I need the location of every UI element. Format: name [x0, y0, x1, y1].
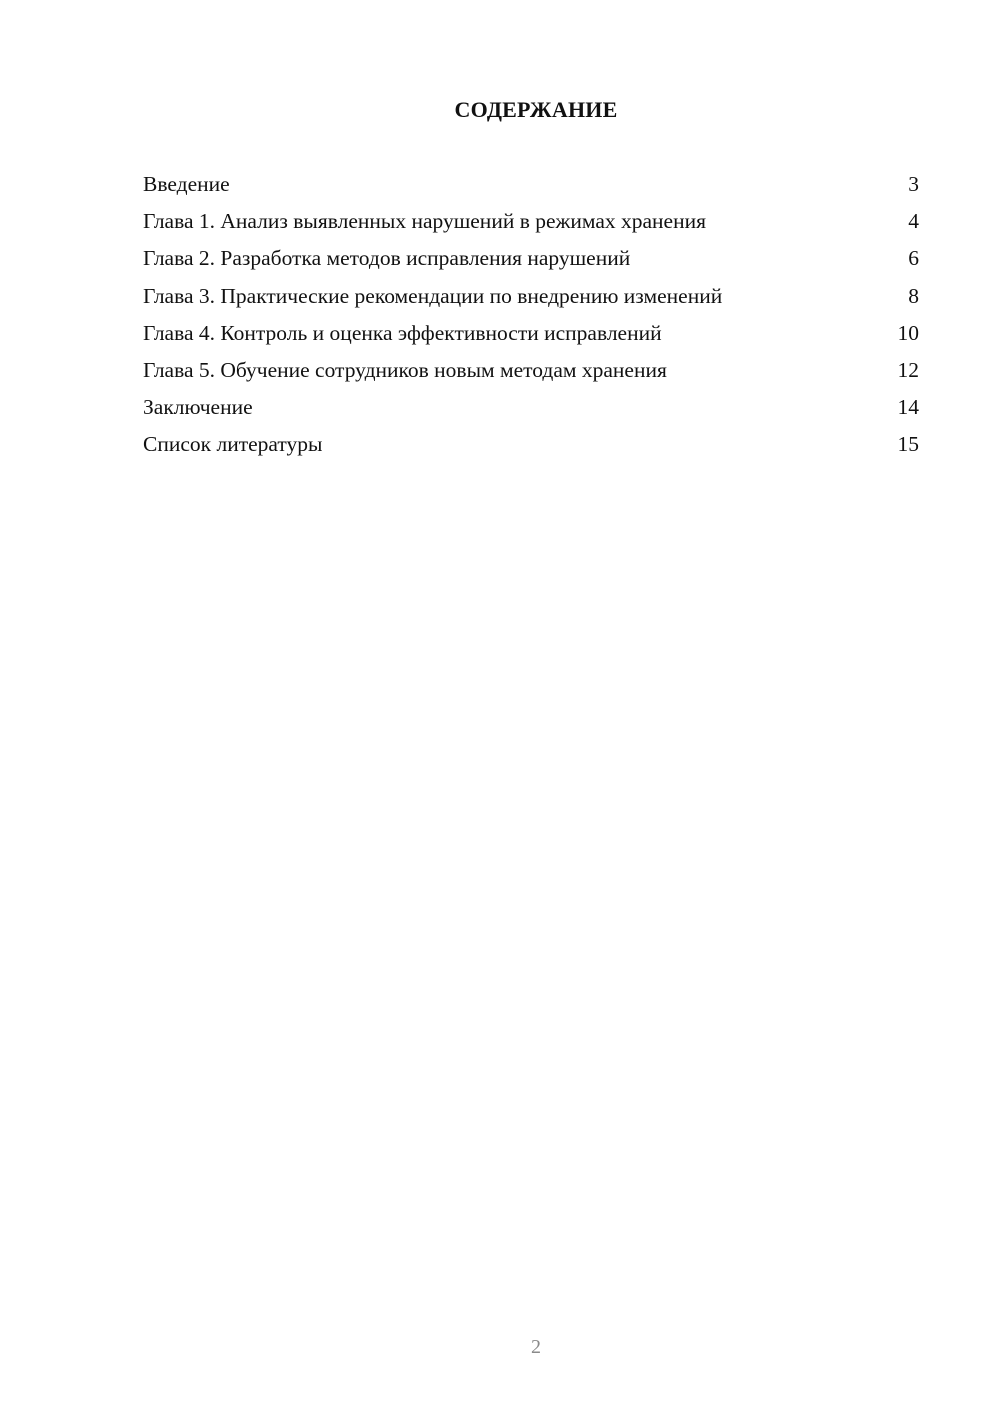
toc-item-introduction [143, 169, 919, 206]
toc-item-page: 15 [897, 432, 919, 457]
toc-item-bibliography [143, 429, 919, 466]
page-number: 2 [531, 1336, 541, 1358]
toc-item-label: Введение [143, 172, 230, 196]
toc-item-chapter-2 [143, 243, 919, 280]
toc-item-page: 14 [897, 395, 919, 420]
table-of-contents [143, 169, 919, 467]
toc-item-label: Глава 2. Разработка методов исправления нарушений [143, 246, 631, 271]
toc-item-label: Заключение [143, 395, 253, 420]
toc-item-label: Глава 4. Контроль и оценка эффективности исправлений [143, 320, 662, 345]
toc-item-page: 4 [908, 209, 919, 234]
toc-item-page: 8 [908, 283, 919, 308]
toc-item-label: Глава 5. Обучение сотрудников новым методам хранения [143, 357, 667, 382]
toc-item-chapter-5 [143, 355, 919, 392]
toc-item-page: 12 [897, 357, 919, 382]
toc-item-page: 10 [897, 320, 919, 345]
toc-item-chapter-4 [143, 318, 919, 355]
toc-item-chapter-3 [143, 281, 919, 318]
toc-item-conclusion [143, 392, 919, 429]
toc-item-label: Глава 1. Анализ выявленных нарушений в режимах хранения [143, 209, 706, 234]
toc-item-page: 6 [908, 246, 919, 271]
toc-item-label: Глава 3. Практические рекомендации по внедрению изменений [143, 283, 723, 308]
toc-item-chapter-1 [143, 206, 919, 243]
page-title: СОДЕРЖАНИЕ [454, 97, 618, 122]
toc-item-page: 3 [908, 172, 919, 196]
toc-item-label: Список литературы [143, 432, 323, 457]
